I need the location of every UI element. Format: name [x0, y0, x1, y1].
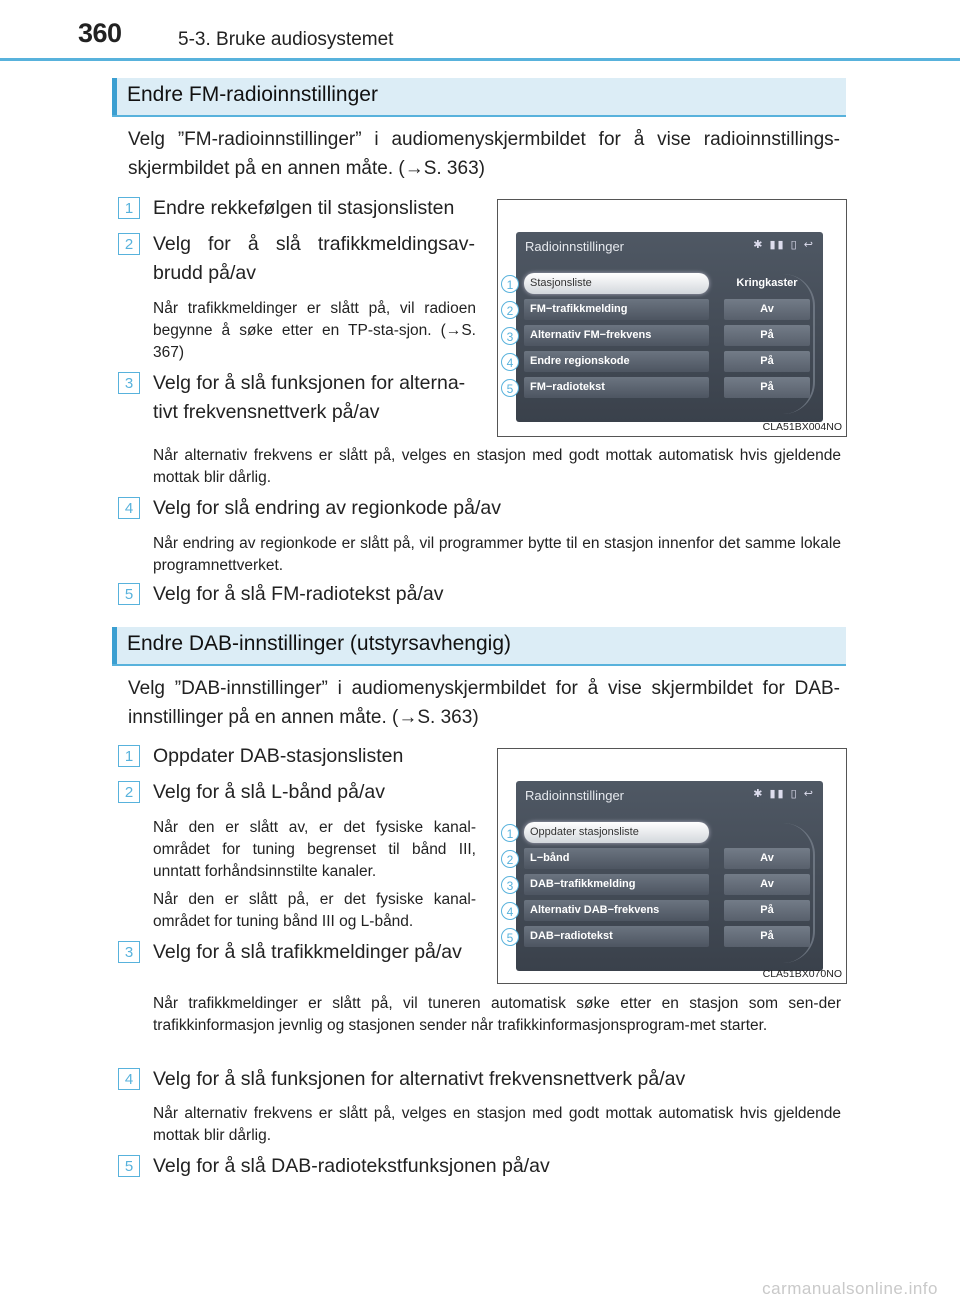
- callout-1: 1: [501, 275, 519, 293]
- fm-item-3-number: 3: [118, 372, 140, 394]
- fm-item-2-note: Når trafikkmeldinger er slått på, vil radioen begynne å søke etter en TP-sta-sjon. (→S. 367): [153, 300, 476, 361]
- heading-accent: [112, 78, 117, 115]
- figure-code: CLA51BX070NO: [762, 968, 842, 980]
- callout-4: 4: [501, 902, 519, 920]
- page-number: 360: [78, 18, 122, 48]
- dab-row-5-label: DAB−radiotekst: [524, 926, 709, 947]
- fm-item-5: Velg for å slå FM-radiotekst på/av: [153, 583, 444, 605]
- fm-screen: [516, 232, 823, 422]
- fm-item-3: Velg for å slå funksjonen for alterna-tivt frekvensnettverk på/av: [153, 372, 466, 423]
- dab-item-3-note: Når trafikkmeldinger er slått på, vil tuneren automatisk søke etter en stasjon som sen-der trafikkinformasjon jevnlig og stasjonen sender når trafikkinformasjonsprogram-met starter.: [153, 995, 841, 1034]
- dab-item-1-number: 1: [118, 745, 140, 767]
- fm-item-1: Endre rekkefølgen til stasjonslisten: [153, 197, 455, 219]
- figure-code: CLA51BX004NO: [762, 421, 842, 433]
- callout-4: 4: [501, 353, 519, 371]
- fm-item-2: Velg for å slå trafikkmeldingsav-brudd på/av: [153, 233, 475, 284]
- fm-item-5-number: 5: [118, 583, 140, 605]
- fm-row-4-label: Endre regionskode: [524, 351, 709, 372]
- fm-item-4-note: Når endring av regionkode er slått på, vil programmer bytte til en stasjon innenfor det samme lokale programnettverket.: [153, 535, 841, 574]
- dab-row-3-label: DAB−trafikkmelding: [524, 874, 709, 895]
- dab-row-2-value: Av: [724, 848, 810, 869]
- callout-1: 1: [501, 824, 519, 842]
- dab-item-1: Oppdater DAB-stasjonslisten: [153, 745, 404, 767]
- callout-3: 3: [501, 876, 519, 894]
- fm-item-1-number: 1: [118, 197, 140, 219]
- fm-settings-screenshot: [497, 199, 847, 437]
- fm-row-1-value: Kringkaster: [736, 277, 798, 289]
- watermark: carmanualsonline.info: [762, 1279, 938, 1298]
- fm-row-4-value: På: [724, 351, 810, 372]
- fm-row-3-label: Alternativ FM−frekvens: [524, 325, 709, 346]
- fm-item-2-number: 2: [118, 233, 140, 255]
- dab-screen-title: Radioinnstillinger: [525, 788, 624, 803]
- dab-row-2-label: L−bånd: [524, 848, 709, 869]
- dab-item-5-number: 5: [118, 1155, 140, 1177]
- dab-item-4: Velg for å slå funksjonen for alternativt frekvensnettverk på/av: [153, 1068, 686, 1090]
- status-icons: ✱ ▮▮ ▯ ↩: [753, 788, 815, 800]
- status-icons: ✱ ▮▮ ▯ ↩: [753, 239, 815, 251]
- fm-item-4: Velg for slå endring av regionkode på/av: [153, 497, 501, 519]
- dab-item-2-number: 2: [118, 781, 140, 803]
- dab-item-4-number: 4: [118, 1068, 140, 1090]
- dab-row-3-value: Av: [724, 874, 810, 895]
- dab-intro: Velg ”DAB-innstillinger” i audiomenyskjermbildet for å vise skjermbildet for DAB-innstillinger på en annen måte. (→S. 363): [128, 678, 840, 728]
- fm-row-2-value: Av: [724, 299, 810, 320]
- callout-3: 3: [501, 327, 519, 345]
- callout-2: 2: [501, 850, 519, 868]
- callout-5: 5: [501, 928, 519, 946]
- chapter-title: 5-3. Bruke audiosystemet: [178, 29, 394, 50]
- dab-row-5-value: På: [724, 926, 810, 947]
- heading-accent: [112, 627, 117, 664]
- dab-item-4-note: Når alternativ frekvens er slått på, velges en stasjon med godt mottak automatisk hvis gjeldende mottak blir dårlig.: [153, 1105, 841, 1144]
- fm-section-heading: [112, 78, 846, 117]
- dab-item-2-note-b: Når den er slått på, er det fysiske kanal-området for tuning bånd III og L-bånd.: [153, 891, 476, 930]
- fm-intro: Velg ”FM-radioinnstillinger” i audiomenyskjermbildet for å vise radioinnstillings-skjermbildet på en annen måte. (→S. 363): [128, 129, 840, 179]
- callout-5: 5: [501, 379, 519, 397]
- dab-item-3: Velg for å slå trafikkmeldinger på/av: [153, 941, 462, 963]
- dab-settings-screenshot: [497, 748, 847, 984]
- callout-2: 2: [501, 301, 519, 319]
- fm-heading-text: Endre FM-radioinnstillinger: [127, 83, 378, 106]
- fm-row-5-value: På: [724, 377, 810, 398]
- dab-row-4-label: Alternativ DAB−frekvens: [524, 900, 709, 921]
- dab-screen: [516, 781, 823, 971]
- fm-screen-title: Radioinnstillinger: [525, 239, 624, 254]
- dab-item-2: Velg for å slå L-bånd på/av: [153, 781, 385, 803]
- fm-row-1-label: Stasjonsliste: [524, 273, 709, 294]
- header-rule: [0, 58, 960, 61]
- dab-section-heading: [112, 627, 846, 666]
- dab-row-4-value: På: [724, 900, 810, 921]
- dab-heading-text: Endre DAB-innstillinger (utstyrsavhengig): [127, 632, 511, 655]
- dab-item-3-number: 3: [118, 941, 140, 963]
- fm-item-4-number: 4: [118, 497, 140, 519]
- dab-item-5: Velg for å slå DAB-radiotekstfunksjonen på/av: [153, 1155, 550, 1177]
- dab-item-2-note-a: Når den er slått av, er det fysiske kanal-området for tuning begrenset til bånd III, unntatt forhåndsinnstilte kanaler.: [153, 819, 476, 880]
- fm-row-2-label: FM−trafikkmelding: [524, 299, 709, 320]
- fm-row-5-label: FM−radiotekst: [524, 377, 709, 398]
- fm-item-3-note: Når alternativ frekvens er slått på, velges en stasjon med godt mottak automatisk hvis gjeldende mottak blir dårlig.: [153, 447, 841, 486]
- fm-row-3-value: På: [724, 325, 810, 346]
- dab-row-1-label: Oppdater stasjonsliste: [524, 822, 709, 843]
